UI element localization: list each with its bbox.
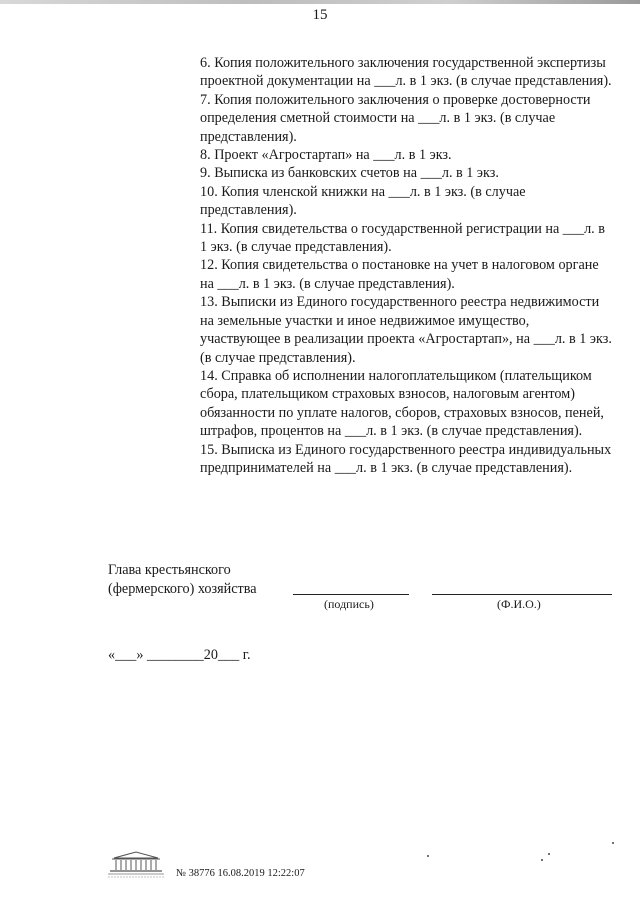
registration-stamp: № 38776 16.08.2019 12:22:07	[176, 868, 305, 879]
signature-caption: (подпись)	[324, 597, 374, 611]
date-line: «___» ________20___ г.	[108, 647, 251, 663]
list-item: 13. Выписки из Единого государственного реестра недвижимости на земельные участки и иное недвижимое имущество, участвующее в реализации проекта «Агростартап», на ___л. в 1 экз. (в случае представления).	[200, 294, 612, 366]
list-item: 14. Справка об исполнении налогоплательщиком (плательщиком сбора, плательщиком страховых взносов, налоговым агентом) обязанности по уплате налогов, сборов, страховых взносов, пеней, штрафов, процентов на ___л. в 1 экз. (в случае представления).	[200, 367, 604, 440]
document-list	[200, 54, 612, 477]
page-number: 15	[312, 7, 328, 23]
scan-speck	[612, 842, 614, 844]
scan-speck	[548, 853, 550, 855]
list-item: 8. Проект «Агростартап» на ___л. в 1 экз.	[200, 147, 452, 164]
list-item: 9. Выписка из банковских счетов на ___л. в 1 экз.	[200, 165, 499, 182]
scan-speck	[541, 859, 543, 861]
list-item: 7. Копия положительного заключения о проверке достоверности определения сметной стоимости на ___л. в 1 экз. (в случае представления).	[200, 91, 591, 145]
list-item: 12. Копия свидетельства о постановке на учет в налоговом органе на ___л. в 1 экз. (в случае представления).	[200, 257, 599, 292]
signature-line[interactable]	[293, 594, 409, 595]
signature-title-line2: (фермерского) хозяйства	[108, 580, 257, 597]
list-item: 15. Выписка из Единого государственного реестра индивидуальных предпринимателей на ___л. в 1 экз. (в случае представления).	[200, 441, 612, 476]
name-line[interactable]	[432, 594, 612, 595]
scan-speck	[427, 855, 429, 857]
scan-top-edge	[0, 0, 640, 4]
signature-title	[108, 561, 257, 598]
name-caption: (Ф.И.О.)	[497, 597, 541, 611]
registry-emblem-icon	[106, 850, 166, 880]
signature-title-line1: Глава крестьянского	[108, 562, 231, 578]
list-item: 10. Копия членской книжки на ___л. в 1 экз. (в случае представления).	[200, 183, 526, 219]
list-item: 11. Копия свидетельства о государственной регистрации на ___л. в 1 экз. (в случае представления).	[200, 220, 605, 256]
list-item: 6. Копия положительного заключения государственной экспертизы проектной документации на ___л. в 1 экз. (в случае представления).	[200, 55, 612, 90]
